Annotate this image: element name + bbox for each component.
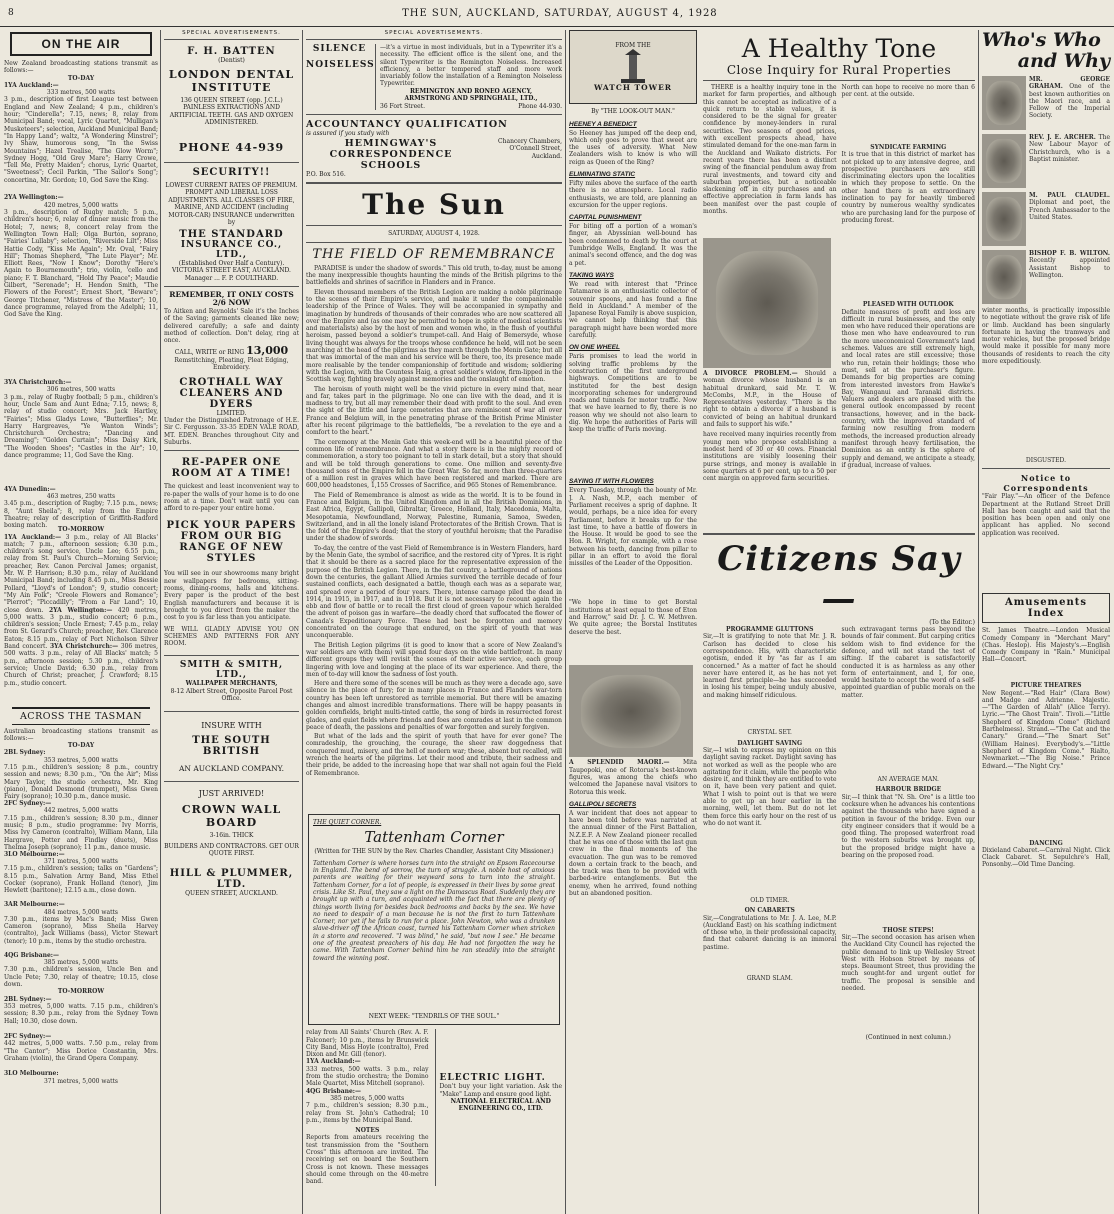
- pleased-heading: PLEASED WITH OUTLOOK: [862, 301, 954, 309]
- insure-label: INSURE WITH: [201, 720, 262, 730]
- po-box: P.O. Box 516.: [306, 170, 346, 178]
- station-1ya-meta: 333 metres, 500 watts: [46, 89, 116, 97]
- programme-text: 7.15 p.m., children's session; 8.30 p.m., dinner music; 8 p.m., studio programme: Ivy Morris, Miss Ivy Cameron (contralto), William Mann, Lila Hargrave, Potter and Findlay (duets), Miss Thelma Joseph (soprano); 11 p.m., dance music.: [4, 814, 158, 851]
- station-4ya-meta: 463 metres, 250 watts: [46, 492, 116, 500]
- standard-name: THE STANDARD: [179, 228, 284, 240]
- letter-signoff: AN AVERAGE MAN.: [877, 776, 939, 784]
- editorial-column: SPECIAL ADVERTISEMENTS. SILENCE NOISELESS —it's a virtue in most individuals, but in a Typewriter it's a necessity. The efficient office is the silent one, and the silent Typewriter is the Remington Noiseless. Increased efficiency, a better tempered staff and more work invariably follow the installation of a Remington Noiseless Typewriter. REMINGTON AND RONEO AGENCY, ARMSTRONG AND SPRINGHALL, LTD., 36 Fort Street. Phone 44-930. ACCOUNTANCY QUALIFICATION is assured if you study with HEMINGWAY'S CORRESPONDENCE SCHOOLS P.O. Box 516. Chancery Chambers, O'Connell Street, Auckland. The Sun SATURDAY, AUGUST 4, 1928. THE FIELD OF REMEMBRANCE PARADISE is under the shadow of swords." This old truth, to-day, must be among the many inexpressible thoughts haunting the minds of the British pilgrims to the battlefields and shrines of sacrifice in Flanders and in France. Eleven thousand members of the British Legion are making a noble pilgrimage to the scenes of their Empire's service, and make it under the companionable leadership of the Prince of Wales. They will be accompanied in sympathy and imagination by hundreds of thousands of their comrades who are now scattered all over the Empire and (as one may be permitted to hope in spite of medical scientists and materialists) also by the host of men and women who, in the flush of youthful heroism, passed beyond a soldier's trumpet-call. And Haig of Bemersyde, whose living thought was always for the troops whose confidence he held, will not be seen marching at the head of the pilgrims as they march through the Menin Gate; but all that was immortal of the man and his service will be there, too, its presence made more realisable by the tender companionship of fortitude and wisdom; soldiering with the Legion, with the Countess Haig, a great soldier's widow, firm-lipped in the Scottish way, fighting bravely against memories and the onslaught of emotion. The heroism of youth might well be the vivid picture in every mind that, near and far, takes part in the pilgrimage. No one can live with the dead, and it is madness to try, but all may remember their dead with profit to the soul. And even the sight of the little and large cemeteries that are reminiscent of war all over France and Belgium will, in the penetrating phrase of the British Prime Minister after his recent pilgrimage to the battlefields, "be a revelation to the eye and a comfort to the heart." The ceremony at the Menin Gate this week-end will be a beautiful piece of the common life of remembrance. And what a story there is in the mighty record of commemoration, a story too poignant to tell in stark detail, but a story that should and will be told through generations to come. One million and seventy-five thousand sons of the Empire fell in the Great War. So far, more than three-quarters of a million rest in graves which have been registered and marked. There are 600,000 headstones, 1,155 Crosses of Sacrifice, and 965 Stones of Remembrance. The Field of Remembrance is almost as wide as the world. It is to be found in France and Belgium, in the United Kingdom and in all the British Dominions, in East Africa, Egypt, Gallipoli, Gibraltar, Greece, Holland, Italy, Macedonia, Malta, Mesopotamia, Newfoundland, Norway, Palestine, Rumania, Samoa, Sweden, Switzerland, and in all the lonely island Protectorates of the British Crown. That is the fold of the Empire's dead; that the story of youthful heroism; that the Paradise under the shadow of swords. To-day, the centre of the vast Field of Remembrance is in Western Flanders, hard by the Menin Gate, the symbol of sacrifice, and the restored city of Ypres. It is right that it should be there as a sacred place for the representative expression of the purpose of the British Legion. There, in the flat country, a battleground of nations down the centuries, the gallant Allied Armies survived the terrible decade of four sustained conflicts, each designated a battle, though each was as a separate war, and spread over a period of four years. There, intense carnage piled the dead in 1914, in 1915, in 1917, and in 1918. But it is not necessary to recount again the ebb and flow of battle or to recall the first cloud of green vapour which heralded the advent of poison gas in warfare—the deadly chord that suffocated the flower of Canada's Expeditionary Force. These had best be forgotten and memory concentrated on the courage that endured, on the spirit of youth that was unconquerable. The British Legion pilgrims (it is good to know that a score of New Zealand's war soldiers are with them) will spend four days on the wide battlefront. In many different groups they will revisit the scenes of their active service, each group lingering with love and longing at the place of its war experience. And there, the men of to-day will know the sadness of lost youth. Here and there some of the scenes will be much as they were a decade ago, save silence in the place of fury; for in many places in France and Flanders war-torn country has been left unrestored as terrible memorial. But there will be amazing changes and almost incredible transformations. There will be happy peasants in golden cornfields, bright multi-tinted cattle, the song of birds in resurrected forest glades, and quiet fields where friends and foes are comrades at last in the common peace of death, the passions and penalties of war forgotten and surely forgiven. But what of the lads and the spirit of youth that have for ever gone? The comradeship, the grouching, the courage, the sheer raw doggedness that conquered mud, misery, and the hell of modern war; these, absent but recalled, will wrench the hearts of the pilgrims. Let their mood and tribute, their sadness and their pride, be added to the increasing hope that war shall not again foul the Field of Remembrance. THE QUIET CORNER. Tattenham Corner (Written for THE SUN by the Rev. Charles Chandler, Assistant City Missioner.) Tattenham Corner is where horses turn into the straight on Epsom Racecourse in England. The bend of sorrow, the turn of struggle. A noble host of anxious parents are waiting for their wayward sons to turn into the straight. Tattenham Corner, for a lot of people, is expressed in their lives by some great crisis. Like St. Paul, they saw a light on the Damascus Road. Suddenly they are brought up with a turn, and acquainted with the fact that there are plenty of things worth living for besides back bedrooms and backs by the sea. We have no need to despair of a man because he is not the first to turn Tattenham Corner, nor yet if he fails to run for a place. John Newton, who was a drunken slave-driver off the African coast, turned his Tattenham Corner when stricken in a storm and recovered. "I was blind," he said, "but now I see." He became one of the greatest preachers of his day. He had not forgotten the way he came. With Tattenham Corner behind him he ran steadily into the straight toward the winning post. NEXT WEEK: "TENDRILS OF THE SOUL." relay from All Saints' Church (Rev. A. F. Falconer); 10 p.m., items by Brunswick City Band, Miss Hoyle (contralto), Fred Dixon and Mr. Gill (tenor). 1YA Auckland:— 333 metres, 500 watts. 3 p.m., relay from the studio orchestra; the Domino Male Quartet, Miss Mitchell (soprano). 4QG Brisbane:— 385 metres, 5,000 watts 7 p.m., children's session; 8.30 p.m., relay from St. John's Cathedral; 10 p.m., items by the Municipal Band. NOTES Reports from amateurs receiving the test transmission from the "Southern Cross" this afternoon are invited. The receiving set on board the Southern Cross is not known. These messages should come through on the 40-metre band. ELECTRIC LIGHT. Don't buy your light variation. Ask the "Make" Lamp and ensure good light. NATIONAL ELECTRICAL AND ENGINEERING CO., LTD.: [306, 30, 562, 1186]
- programme-text: 442 metres, 5,000 watts. 7.50 p.m., relay from "The Cantor"; Miss Dorice Constantin, Mrs. Graham (violin), the Grand Opera Company.: [4, 1040, 158, 1062]
- late-4qg-meta: 385 metres, 5,000 watts: [330, 1094, 405, 1102]
- tower-heading: TAKING WAYS: [569, 271, 614, 279]
- station-3ar: 3AR Melbourne:—: [4, 901, 65, 909]
- masthead: [0, 0, 1114, 27]
- rural-subheadline: Close Inquiry for Rural Properties: [726, 63, 952, 77]
- ring-number: 13,000: [246, 344, 289, 358]
- archer-photo: [982, 134, 1026, 188]
- editorial-date: SATURDAY, AUGUST 4, 1928.: [388, 230, 480, 238]
- station-4qg: 4QG Brisbane:—: [4, 951, 59, 959]
- letter-heading: ON CABARETS: [744, 907, 795, 915]
- whos-who-title-1: Who's Who: [982, 29, 1101, 51]
- crown-wall-board: CROWN WALL BOARD: [181, 803, 282, 830]
- south-british: THE SOUTH BRITISH: [192, 735, 271, 758]
- page-number: 8: [8, 8, 14, 18]
- station-3ya-meta: 306 metres, 500 watts: [46, 386, 116, 394]
- watch-tower-logo-bottom: WATCH TOWER: [593, 83, 673, 92]
- late-4qg: 4QG Brisbane:—: [306, 1087, 361, 1095]
- letter-heading: PROGRAMME GLUTTONS: [726, 626, 814, 634]
- wilton-photo: [982, 250, 1026, 304]
- station-2bl-tomorrow: 2BL Sydney:—: [4, 995, 52, 1003]
- station-3lo-meta: 371 metres, 5,000 watts: [43, 857, 119, 865]
- programme-text: 3.45 p.m., description of Rugby; 7.15 p.m., news; 8, "Aunt Sheila"; 8, relay from the Empire Theatre; relay of description of Griffith-Radford boxing match.: [4, 500, 158, 530]
- rural-headline: A Healthy Tone: [741, 34, 937, 63]
- letter-signoff: GRAND SLAM.: [746, 974, 793, 982]
- letter-heading: THOSE STEPS!: [882, 926, 934, 934]
- programme-text: 7.15 p.m., children's session; 8 p.m., country session and news; 8.30 p.m., "On the Air"; Miss Mary Taylor, the studio orchestra, Mr. King (piano), Donald Desmond (trumpet), Miss Gwen Fairy (soprano); 10.30 p.m., dance music.: [4, 764, 158, 801]
- crown-thick: 3-16in. THICK: [209, 832, 254, 840]
- tower-heading: HEENEY A BENEDICT: [569, 120, 637, 128]
- today-label: TO-DAY: [67, 74, 95, 82]
- quiet-corner-box: THE QUIET CORNER. Tattenham Corner (Written for THE SUN by the Rev. Charles Chandler, Assistant City Missioner.) Tattenham Corner is where horses turn into the straight on Epsom Racecourse in England. The bend of sorrow, the turn of struggle. A noble host of anxious parents are waiting for their wayward sons to turn into the straight. Tattenham Corner, for a lot of people, is expressed in their lives by some great crisis. Like St. Paul, they saw a light on the Damascus Road. Suddenly they are brought up with a turn, and acquainted with the fact that there are plenty of things worth living for besides back bedrooms and backs by the sea. We have no need to despair of a man because he is not the first to turn Tattenham Corner, nor yet if he fails to run for a place. John Newton, who was a drunken slave-driver off the African coast, turned his Tattenham Corner when stricken in a storm and recovered. "I was blind," he said, "but now I see." He became one of the greatest preachers of his day. He had not forgotten the way he came. With Tattenham Corner behind him he ran steadily into the straight toward the winning post. NEXT WEEK: "TENDRILS OF THE SOUL.": [308, 814, 560, 1026]
- on-the-air-header: ON THE AIR: [10, 32, 152, 56]
- repaper-title: RE-PAPER ONE ROOM AT A TIME!: [171, 457, 292, 480]
- watch-tower-logo: [569, 30, 697, 104]
- station-3lo-tomorrow: 3LO Melbourne:: [4, 1070, 59, 1078]
- programme-text: 3 p.m., description of first League test between England and New Zealand; 4 p.m., children's hour; "Cinderella"; 7.15, news; 8, relay from Municipal Band; vocal, Lyric Quartet, "Mulligan's Musketeers"; selection, Auckland Municipal Band; "In Happy Land"; waltz, "A Wondering Minstrel"; Ivy Shaw, humorous song, "In the Swiss Mountains"; Hazel Trealise, "The Glow Worm"; Sydney Hogg, "Old Grey Mare"; Harry Crowe, "Tell Me, Pretty Maiden"; chorus, Lyric Quartet, "Sweetness"; Cecil Parkin, "The Sailor's Song"; concertina, Mr. Gordon; 10, God Save the King.: [4, 96, 158, 184]
- letter-signoff: DISGUSTED.: [1025, 457, 1067, 464]
- station-3lo: 3LO Melbourne:—: [4, 850, 65, 858]
- standard-sub: (Established Over Half a Century). VICTORIA STREET EAST, AUCKLAND. Manager ... F. P. COULTHARD.: [172, 259, 291, 282]
- whos-who-column: Who's Who and Why MR. GEORGE GRAHAM. One of the best known authorities on the Maori race, and a Fellow of the Imperial Society. REV. J. E. ARCHER. The New Labour Mayor of Christchurch, who is a Baptist minister. M. PAUL CLAUDEL. Diplomat and poet, the French Ambassador to the United States. BISHOP F. B. WILTON. Recently appointed Assistant Bishop to Wellington. winter months, is practically impossible to negotiate without the grave risk of life or limb. Auckland has been singularly fortunate in having the tramways and motor vehicles, but the proposed bridge would make it possible for many more thousands of residents to reach the city more expeditiously. DISGUSTED. Notice to Correspondents "Fair Play."—An officer of the Defence Department at the Rutland Street Drill Hall has been caught and said that the position has been open and only one applicant has applied. No second application was received. Amusements Index St. James Theatre.—London Musical Comedy Company in "Merchant Mary" (Chas. Heslop). His Majesty's.—English Comedy Company in "Rain." Municipal Hall—Concert. PICTURE THEATRES New Regent.—"Red Hair" (Clara Bow) and Madge and Adrienne. Majestic.—"The Garden of Allah" (Alice Terry). Lyric.—"The Ghost Train". Tivoli.—"Little Shepherd of Kingdom Come" (Richard Barthelmess). Strand.—"The Cat and the Canary." Grand.—"The Smart Set" (William Haines). Everybody's.—"Little Shepherd of Kingdom Come." Rialto, Newmarket.—"The Big Noise." Prince Edward.—"The Night Cry." DANCING Dixieland Cabaret.—Carnival Night. Click Clack Cabaret. St. Sepulchre's Hall, Ponsonby.—Old Time Dancing.: [982, 29, 1110, 869]
- programme-text: 3 p.m., relay of Rugby football; 5 p.m., children's hour, Uncle Sam and Aunt Edna; 7.15, news; 8, relay of studio concert; Mrs. Jack Hartley, "Fairies"; Miss Gladys Lowe, "Butterflies"; Mr. Harry Hargreaves, "Ye Wanton Winds"; Christchurch Orchestra; "Dancing and Dreaming"; "Golden Curtain"; Miss Daisy Kirk, "The Wooden Shoes"; "Castles in the Air"; 10, dance programme; 11, God Save the King.: [4, 393, 158, 460]
- remember-title: REMEMBER, IT ONLY COSTS 2/6 NOW: [169, 290, 294, 307]
- tower-heading: SAYING IT WITH FLOWERS: [569, 478, 654, 486]
- whos-who-title-2: and Why: [1017, 50, 1110, 72]
- armstrong-name: ARMSTRONG AND SPRINGHALL, LTD.,: [404, 95, 538, 103]
- accountancy-title: ACCOUNTANCY QUALIFICATION: [306, 119, 508, 131]
- who-name: M. PAUL CLAUDEL.: [1029, 192, 1110, 199]
- picture-theatres: PICTURE THEATRES: [1010, 682, 1082, 690]
- programme-text: 7.15 p.m., children's session; talks on "Gardens"; 8.15 p.m., Salvation Army Band, Miss Ethel Cocker (soprano), Frank Holland (tenor), Jim Hewlett (baritone); 12.15 a.m., close down.: [4, 865, 158, 895]
- pick-papers: PICK YOUR PAPERS FROM OUR BIG RANGE OF NEW STYLES: [166, 520, 297, 565]
- station-2fc-meta: 442 metres, 5,000 watts: [43, 807, 119, 815]
- quiet-corner-label: THE QUIET CORNER.: [313, 818, 382, 826]
- batten-name: F. H. BATTEN: [187, 46, 276, 57]
- on-the-air-intro: New Zealand broadcasting stations transmit as follows:—: [4, 60, 158, 75]
- station-3ya: 3YA Christchurch:—: [4, 379, 72, 387]
- watch-tower-byline: By "THE LOOK-OUT MAN.": [591, 108, 675, 115]
- notice-heading: Notice to Correspondents: [1003, 473, 1089, 494]
- letter-signoff: CRYSTAL SET.: [747, 729, 792, 737]
- citizens-say-title: Citizens Say—: [717, 538, 961, 619]
- station-1ya: 1YA Auckland:—: [4, 81, 59, 89]
- programme-text: 1YA Auckland:— 3 p.m., relay of All Blacks' match; 7 p.m., afternoon session; 6.30 p.m., children's song service, Uncle Leo; 6.55 p.m., relay from St. Paul's Church—Morning Service; preacher, Rev. Canon Percival James; organist, Mr. W. P. Harrison; 8.30 p.m., relay of Auckland Municipal Band; including 8.45 p.m., Miss Bessie Pollard, "Lloyd's of London"; 9, studio concert; "My Ain Folk"; "Creole Flowers and Romance"; "Pierrot"; "Piccadilly"; "From a Far Land"; 10, close down. 2YA Wellington:— 420 metres, 5,000 watts. 3 p.m., studio concert; 6 p.m., children's session; Uncle Ernest; 7.45 p.m., relay from St. Gerard's Church; preacher, Rev. Clarence Eaton; 8.15 p.m., relay of Port Nicholson Silver Band concert. 3YA Christchurch:— 306 metres, 500 watts. 3 p.m., relay of All Blacks' match; 5 p.m., afternoon session; 5.30 p.m., children's service; Uncle David; 6.30 p.m., relay from Church of Christ; preacher, J. Crawford; 8.15 p.m., studio concert.: [4, 533, 158, 687]
- who-name: MR. GEORGE GRAHAM.: [1029, 76, 1110, 91]
- quiet-corner-title: Tattenham Corner: [364, 828, 504, 847]
- who-name: REV. J. E. ARCHER.: [1029, 134, 1096, 141]
- tomorrow-label: TO-MORROW: [57, 988, 105, 996]
- station-2bl-meta: 353 metres, 5,000 watts: [43, 756, 119, 764]
- syndicate-heading: SYNDICATE FARMING: [870, 144, 947, 151]
- batten-phone: PHONE 44-939: [178, 140, 285, 154]
- main-right-column: FROM THE WATCH TOWER By "THE LOOK-OUT MAN." HEENEY A BENEDICT So Heeney has jumped off the deep end, which only goes to prove that sweet are the uses of adversity. What New Zealanders wish to know is who will reign as Queen of the Ring? ELIMINATING STATIC Fifty miles above the surface of the earth there is no atmosphere. Local radio enthusiasts, we are told, are planning an excursion for the upper regions. CAPITAL PUNISHMENT For biting off a portion of a woman's finger, an Abyssinian well-bound has been condemned to death by the court at Tumbridge Wells, England. It was the animal's second offence, and the dog was a pet. TAKING WAYS We read with interest that "Prince Tatamaree is an enthusiastic collector of souvenir spoons, and has found a fine field in Auckland." A member of the Japanese Royal Family is above suspicion, we cannot help thinking that this paragraph might have been worded more carefully. ON ONE WHEEL Paris promises to lead the world in solving traffic problems by the construction of the first underground highways. Competitions are to be instituted for the best design incorporating schemes for underground roads and tunnels for motor traffic. Now that we have learned to fly, there is no reason why we should not also learn to dig. We hope the authorities of Paris will keep the traffic of Paris moving. SAYING IT WITH FLOWERS Every Tuesday, through the bounty of Mr. J. A. Nash, M.P., each member of Parliament receives a sprig of daphne. It would, perhaps, be a nice idea for every Parliament, before it breaks up for the last time, to have a battle of flowers in the House. It would be good to see the Hon. R. Wright, for example, with a rose between his teeth, dancing from pillar to pillar in an effort to avoid the floral missiles of the Leader of the Opposition. "We hope in time to get Borstal institutions at least equal to those of Eton and Harrow," said Dr. J. C. W. Methven. We quite agree; the Borstal Institutes deserve the best. A SPLENDID MAORI.— Mita Taupopoki, one of Rotorua's best-known figures, was among the chiefs who welcomed the Japanese naval visitors to Rotorua this week. GALLIPOLI SECRETS A war incident that does not appear to have been told before was narrated at the annual dinner of the First Battalion, N.Z.E.F. A New Zealand pioneer recalled that he was one of those with the last gun crew in the final moments of the evacuation. The gun was to be removed down a certain track to the beach, and the track was then to be provided with barbed-wire entanglements. But the enemy, when he arrived, found nothing but an abandoned position. A Healthy Tone Close Inquiry for Rural Properties THERE is a healthy inquiry tone in the market for farm properties, and although this cannot be accepted as indicative of a quick return to stable values, it is considered to be the signal for greater confidence by money-lenders in rural securities. Two seasons of good prices, with excellent prospects ahead, have stimulated demand for the one-man farm in the Auckland and Waikato districts. For recent years there has been a distinct swing of the financial pendulum away from rural investments, and toward city and suburban properties, but a noticeable slackening off in city purchases and an effective appreciation in farm lands has been manifest over the past couple of months. A DIVORCE PROBLEM.— Should a woman divorce whose husband is an habitual drunkard, said Mr. T. W. McCombs, M.P., in the House of Representatives yesterday. "There is the right to obtain a divorce if a husband is convicted of being an habitual drunkard and fails to support his wife." have received many inquiries recently from young men who propose establishing a modest herd of 30 or 40 cows. Financial institutions are visibly loosening their purse strings, and money is available in some quarters at 6 per cent, up to a 50 per cent margin on approved farm securities. North can hope to receive no more than 6 per cent. at the outside. SYNDICATE FARMING It is true that in this district of market has not picked up to any intensive degree, and prospective purchasers are still discriminating electors upon the localities in which they propose to settle. On the other hand there is an extraordinary inclination to pay for heavily timbered country by numerous wealthy syndicates who are purchasing land for the purpose of producing forest. PLEASED WITH OUTLOOK Definite measures of profit and loss are difficult in rural businesses, and the only men who have reduced their operations are those men who have endeavoured to run the more uneconomical Government's land schemes. Values are still extremely high, and local rates are still excessive; those who run, retain their holdings; those who must, sell at the purchaser's figure. Demands for big properties are coming from interested investors from Hawke's Bay, Wanganui and Taranaki districts. Valuers and dealers are pleased with the general outlook encompassed by recent transactions, however, and in the back-country, with the improved standard of farming now resulting from modern methods, the increased production already manifest through heavy fertilisation, the Dominion as an entity is the sphere of supply and demand, we anticipate a steady, if gradual, increase of values. Citizens Say— (To the Editor.) PROGRAMME GLUTTONS Sir,—It is gratifying to note that Mr. J. R. Carlson has decided to close his correspondence. His, with characteristic egotism, ended it by "as far as I am concerned." As a matter of fact he should never have entered it, as he has not yet learned first principle—he has succeeded in losing his temper, being unduly abusive, and making himself ridiculous. CRYSTAL SET. DAYLIGHT SAVING Sir,—I wish to express my opinion on this daylight saving racket. Daylight saving has not worked as well as the people who are agitating for it claim, while the people who desire it, and think they are entitled to vote on it, have been very patient and quiet. What I wish to point out is that we were able to get up an hour earlier in the morning, well, let them. But do not let them force this early hour on the rest of us who do not want it. OLD TIMER. ON CABARETS Sir,—Congratulations to Mr. J. A. Lee, M.P. (Auckland East) on his scathing indictment of those who, in their professional capacity, find that cabaret dancing is an immoral pastime. GRAND SLAM. such extravagant terms pass beyond the bounds of fair comment. But carping critics seldom wish to find evidence for the defence, and will not stand the test of sifting. If the cabaret is satisfactorily conducted it is as harmless as any other form of entertainment, and I, for one, would hesitate to accept the word of a self-appointed guardian of public morals on the matter. AN AVERAGE MAN. HARBOUR BRIDGE Sir,—I think that "N. Sh. Ore" is a little too cocksure when he advances his contentions against the thousands who have signed a petition in favour of the bridge. Even our city engineer considers that it would be a good thing. The proposed waterfront road to the western suburbs was brought up, but the proposed bridge might have a bearing on the proposed road. THOSE STEPS! Sir,—The second occasion has arisen when the Auckland City Council has rejected the public demand to link up Wellesley Street West with Hobson Street by means of steps. Beaumont Street, thus providing the much sought-for and urgent outlet for traffic. The proposal is sensible and needed. (Continued in next column.): [569, 30, 975, 1214]
- hemingway-title: HEMINGWAY'S CORRESPONDENCE SCHOOLS: [329, 137, 453, 171]
- builders-line: BUILDERS AND CONTRACTORS. GET OUR QUOTE FIRST.: [164, 842, 299, 858]
- dancing-heading: DANCING: [1029, 839, 1063, 847]
- accountancy-sub: is assured if you study with: [306, 130, 390, 138]
- just-arrived: JUST ARRIVED!: [198, 788, 265, 798]
- letter-heading: DAYLIGHT SAVING: [737, 739, 803, 747]
- on-the-air-column: [4, 30, 158, 1214]
- editorial-body: PARADISE is under the shadow of swords." This old truth, to-day, must be among the many inexpressible thoughts haunting the minds of the British pilgrims to the battlefields and shrines of sacrifice in Flanders and in France. Eleven thousand members of the British Legion are making a noble pilgrimage to the scenes of their Empire's service, and make it under the companionable leadership of the Prince of Wales. They will be accompanied in sympathy and imagination by hundreds of thousands of their comrades who are now scattered all over the Empire and (as one may be permitted to hope in spite of medical scientists and materialists) also by the host of men and women who, in the flush of youthful heroism, passed beyond a soldier's trumpet-call. And Haig of Bemersyde, whose living thought was always for the troops whose confidence he held, will not be seen marching at the head of the pilgrims as they march through the Menin Gate; but all that was immortal of the man and his service will be there, too, its presence made more realisable by the tender companionship of fortitude and wisdom; soldiering with the Legion, with the Countess Haig, a great soldier's widow, firm-lipped in the Scottish way, fighting bravely against memories and the onslaught of emotion. The heroism of youth might well be the vivid picture in every mind that, near and far, takes part in the pilgrimage. No one can live with the dead, and it is madness to try, but all may remember their dead with profit to the soul. And even the sight of the little and large cemeteries that are reminiscent of war all over France and Belgium will, in the penetrating phrase of the British Prime Minister after his recent pilgrimage to the battlefields, "be a revelation to the eye and a comfort to the heart." The ceremony at the Menin Gate this week-end will be a beautiful piece of the common life of remembrance. And what a story there is in the mighty record of commemoration, a story too poignant to tell in stark detail, but a story that should and will be told through generations to come. One million and seventy-five thousand sons of the Empire fell in the Great War. So far, more than three-quarters of a million rest in graves which have been registered and marked. There are 600,000 headstones, 1,155 Crosses of Sacrifice, and 965 Stones of Remembrance. The Field of Remembrance is almost as wide as the world. It is to be found in France and Belgium, in the United Kingdom and in all the British Dominions, in East Africa, Egypt, Gallipoli, Gibraltar, Greece, Holland, Italy, Macedonia, Malta, Mesopotamia, Newfoundland, Norway, Palestine, Rumania, Samoa, Sweden, Switzerland, and in all the lonely island Protectorates of the British Crown. That is the fold of the Empire's dead; that the story of youthful heroism; that the Paradise under the shadow of swords. To-day, the centre of the vast Field of Remembrance is in Western Flanders, hard by the Menin Gate, the symbol of sacrifice, and the restored city of Ypres. It is right that it should be there as a sacred place for the representative expression of the purpose of the British Legion. There, in the flat country, a battleground of nations down the centuries, the gallant Allied Armies survived the terrible decade of four sustained conflicts, each designated a battle, though each was as a separate war, and spread over a period of four years. There, intense carnage piled the dead in 1914, in 1915, in 1917, and in 1918. But it is not necessary to recount again the ebb and flow of battle or to recall the first cloud of green vapour which heralded the advent of poison gas in warfare—the deadly chord that suffocated the flower of Canada's Expeditionary Force. These had best be forgotten and memory concentrated on the courage that endured, on the spirit of youth that was unconquerable. The British Legion pilgrims (it is good to know that a score of New Zealand's war soldiers are with them) will spend four days on the wide battlefront. In many different groups they will revisit the scenes of their active service, each group lingering with love and longing at the place of its war experience. And there, the men of to-day will know the sadness of lost youth. Here and there some of the scenes will be much as they were a decade ago, save silence in the place of fury; for in many places in France and Flanders war-torn country has been left unrestored as terrible memorial. But there will be amazing changes and almost incredible transformations. There will be happy peasants in golden cornfields, bright multi-tinted cattle, the song of birds in resurrected forest glades, and quiet fields where friends and foes are comrades at last in the common peace of death, the passions and penalties of war forgotten and surely forgiven. But what of the lads and the spirit of youth that have for ever gone? The comradeship, the grouching, the courage, the sheer raw doggedness that conquered mud, misery, and the hell of modern war; these, absent but recalled, will wrench the hearts of the pilgrims. Let their mood and tribute, their sadness and their pride, be added to the increasing hope that war shall not again foul the Field of Remembrance.: [306, 264, 562, 777]
- station-2fc: 2FC Sydney:—: [4, 800, 52, 808]
- noiseless-word: NOISELESS: [306, 60, 375, 70]
- late-1ya: 1YA Auckland:—: [306, 1058, 361, 1066]
- today-label: TO-DAY: [67, 742, 95, 750]
- divorce-caption: A DIVORCE PROBLEM.—: [703, 370, 798, 377]
- divorce-photo: [703, 238, 831, 368]
- graham-photo: [982, 76, 1026, 130]
- letter-heading: HARBOUR BRIDGE: [875, 786, 942, 794]
- chancery-address: Chancery Chambers, O'Connell Street, Auckland.: [498, 137, 562, 160]
- special-ads-label: SPECIAL ADVERTISEMENTS.: [164, 30, 299, 40]
- security-lines: LOWEST CURRENT RATES OF PREMIUM. PROMPT AND LIBERAL LOSS ADJUSTMENTS. ALL CLASSES OF FIRE, MARINE, AND ACCIDENT (including MOTOR-CAR) INSURANCE underwritten by: [165, 181, 298, 226]
- programme-text: 3 p.m., description of Rugby match; 5 p.m., children's hour; 6, relay of dinner music from the Hotel; 7, news; 8, concert relay from the Wellington Town Hall; Olga Burton, soprano, "Fairies' Lullaby"; selection, "Riverside Lilt"; Miss Hattie Cody, "Kiss Me Again"; Mr. Oval, "Fairy Hill"; Thomas Shepherd, "The Lute Player"; Mr. Elliott Rees, "Now I Know"; Dorothy "Here's Again to Bournemouth"; trio, violin, 'cello and piano; F. T. Blanchard, "Hold Thy Peace"; Maudie Gilbert, "Serenade"; H. Hendon Smith, "The Flowers of the Forest"; Ernest Short, "Beware"; George Titchener, "Mistress of the Master"; 10, dance programme, relayed from the Adelphi; 11, God Save the King.: [4, 209, 158, 319]
- remington-agency: REMINGTON AND RONEO AGENCY,: [409, 87, 533, 95]
- hill-address: QUEEN STREET, AUCKLAND.: [185, 889, 278, 897]
- across-intro: Australian broadcasting stations transmit as follows:—: [4, 727, 158, 742]
- sun-nameplate: The Sun: [362, 188, 506, 222]
- watch-tower-logo-top: FROM THE: [615, 42, 651, 49]
- quiet-corner-next: NEXT WEEK: "TENDRILS OF THE SOUL.": [368, 1012, 500, 1020]
- programme-text: 353 metres, 5,000 watts. 7.15 p.m., children's session; 8.30 p.m., relay from the Sydney Town Hall; 10.30, close down.: [4, 1003, 158, 1025]
- station-2fc-tomorrow: 2FC Sydney:—: [4, 1033, 52, 1041]
- station-4ya: 4YA Dunedin:—: [4, 485, 56, 493]
- crothall-ltd: LIMITED.: [216, 409, 247, 417]
- tomorrow-label: TO-MORROW: [57, 526, 105, 534]
- claudel-photo: [982, 192, 1026, 246]
- amusements-index: Amusements Index: [1004, 597, 1088, 620]
- tower-heading: ON ONE WHEEL: [569, 344, 620, 352]
- letter-signoff: OLD TIMER.: [750, 896, 790, 904]
- across-tasman-header: ACROSS THE TASMAN: [12, 707, 150, 725]
- auckland-company: AN AUCKLAND COMPANY.: [178, 764, 285, 774]
- electric-light: ELECTRIC LIGHT.: [439, 1073, 546, 1084]
- tower-heading: GALLIPOLI SECRETS: [569, 800, 637, 808]
- tower-heading: CAPITAL PUNISHMENT: [569, 214, 642, 222]
- quiet-corner-byline: (Written for THE SUN by the Rev. Charles Chandler, Assistant City Missioner.): [314, 848, 554, 856]
- programme-text: 7.30 p.m., children's session, Uncle Ben and Uncle Pete; 7.30, relay of theatre; 10.15, close down.: [4, 966, 158, 989]
- hill-plummer: HILL & PLUMMER, LTD.: [169, 867, 294, 890]
- editorial-title: THE FIELD OF REMEMBRANCE: [312, 246, 556, 262]
- station-4qg-meta: 385 metres, 5,000 watts: [43, 959, 119, 967]
- standard-co: INSURANCE CO., LTD.,: [180, 239, 283, 260]
- station-3lo-tomorrow-meta: 371 metres, 5,000 watts: [43, 1077, 119, 1085]
- station-3ar-meta: 484 metres, 5,000 watts: [43, 908, 119, 916]
- tower-heading: ELIMINATING STATIC: [569, 170, 636, 178]
- batten-address: 136 QUEEN STREET (opp. J.C.L.) PAINLESS EXTRACTIONS AND ARTIFICIAL TEETH. GAS AND OXYGEN ADMINISTERED.: [169, 96, 294, 126]
- column-rule: [565, 30, 566, 1214]
- column-rule: [160, 30, 161, 1214]
- ads-column: SPECIAL ADVERTISEMENTS. F. H. BATTEN (Dentist) LONDON DENTAL INSTITUTE 136 QUEEN STREET (opp. J.C.L.) PAINLESS EXTRACTIONS AND ARTIFICIAL TEETH. GAS AND OXYGEN ADMINISTERED. PHONE 44-939 SECURITY!! LOWEST CURRENT RATES OF PREMIUM. PROMPT AND LIBERAL LOSS ADJUSTMENTS. ALL CLASSES OF FIRE, MARINE, AND ACCIDENT (including MOTOR-CAR) INSURANCE underwritten by THE STANDARD INSURANCE CO., LTD., (Established Over Half a Century). VICTORIA STREET EAST, AUCKLAND. Manager ... F. P. COULTHARD. REMEMBER, IT ONLY COSTS 2/6 NOW To Aitken and Reynolds' Sale it's the Inches of the Saving; garments cleaned like new; delivered carefully; a safe and dainty method of collection. Don't delay, ring at once. CALL, WRITE or RING 13,000 Remstitching, Pleating, Pleat Edging, Embroidery. CROTHALL WAY CLEANERS AND DYERS LIMITED. Under the Distinguished Patronage of H.E. Sir C. Fergusson. 33-35 EDEN VALE ROAD, MT. EDEN. Branches throughout City and Suburbs. RE-PAPER ONE ROOM AT A TIME! The quickest and least inconvenient way to re-paper the walls of your home is to do one room at a time. Don't wait until you can afford to re-paper your entire home. PICK YOUR PAPERS FROM OUR BIG RANGE OF NEW STYLES You will see in our showrooms many bright new wallpapers for bedrooms, sitting-rooms, dining-rooms, halls and kitchens. Every paper is the product of the best English manufacturers and because it is brought to you direct from the maker the cost to you is far less than you anticipate. WE WILL GLADLY ADVISE YOU ON SCHEMES AND PATTERNS FOR ANY ROOM. SMITH & SMITH, LTD., WALLPAPER MERCHANTS, 8-12 Albert Street, Opposite Parcel Post Office. INSURE WITH THE SOUTH BRITISH AN AUCKLAND COMPANY. JUST ARRIVED! CROWN WALL BOARD 3-16in. THICK BUILDERS AND CONTRACTORS. GET OUR QUOTE FIRST. HILL & PLUMMER, LTD. QUEEN STREET, AUCKLAND.: [164, 30, 299, 897]
- tower-icon: [613, 49, 653, 83]
- station-2bl: 2BL Sydney:: [4, 749, 46, 757]
- batten-title: LONDON DENTAL INSTITUTE: [168, 67, 295, 94]
- silence-word: SILENCE: [312, 44, 367, 54]
- security-title: SECURITY!!: [192, 166, 271, 178]
- who-name: BISHOP F. B. WILTON.: [1029, 250, 1110, 257]
- special-ads-label: SPECIAL ADVERTISEMENTS.: [306, 30, 562, 40]
- station-2ya: 2YA Wellington:—: [4, 194, 64, 202]
- smith-sub: WALLPAPER MERCHANTS,: [185, 680, 278, 688]
- call-label: CALL, WRITE or RING: [174, 349, 245, 357]
- smith-title: SMITH & SMITH, LTD.,: [179, 660, 284, 681]
- masthead-title: THE SUN, AUCKLAND, SATURDAY, AUGUST 4, 1928: [402, 7, 718, 19]
- national-electrical: NATIONAL ELECTRICAL AND ENGINEERING CO., LTD.: [450, 1097, 551, 1113]
- station-2ya-meta: 420 metres, 5,000 watts: [43, 201, 119, 209]
- programme-text: 7.30 p.m., items by Mac's Band; Miss Gwen Cameron (soprano), Miss Sheila Harvey (contralto), Jack Williams (bass), Victor Stewart (tenor); 10 p.m., items by the studio orchestra.: [4, 915, 158, 945]
- crothall-title: CROTHALL WAY CLEANERS AND DYERS: [179, 376, 284, 410]
- splendid-caption: A SPLENDID MAORI.—: [569, 759, 670, 767]
- column-rule: [302, 30, 303, 1214]
- armstrong-phone: Phone 44-930.: [518, 102, 562, 110]
- notes-heading: NOTES: [355, 1127, 380, 1135]
- maori-photo: [569, 665, 693, 757]
- armstrong-address: 36 Fort Street.: [380, 102, 425, 110]
- continued-note: (Continued in next column.): [865, 1033, 951, 1041]
- smith-address: 8-12 Albert Street, Opposite Parcel Post Office.: [170, 687, 293, 703]
- citizens-sub: (To the Editor.): [929, 618, 975, 626]
- batten-sub: (Dentist): [218, 57, 245, 64]
- column-rule: [978, 30, 979, 1214]
